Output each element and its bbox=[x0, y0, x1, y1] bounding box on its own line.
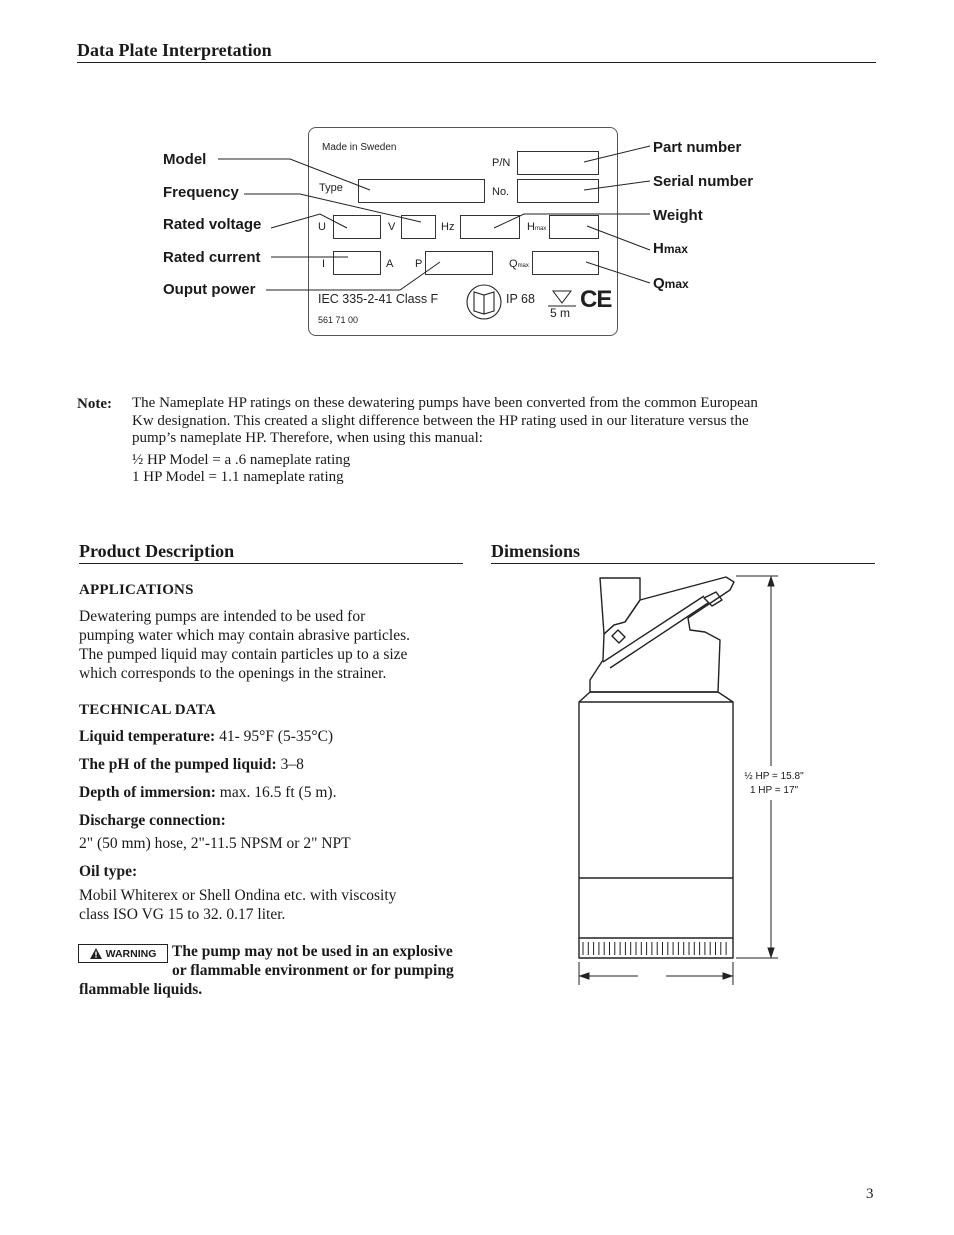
ph-value bbox=[79, 755, 459, 774]
leader-serial bbox=[584, 181, 650, 190]
width-dimension bbox=[579, 962, 733, 985]
callout-qmax-sub: max bbox=[664, 277, 689, 291]
page-title: Data Plate Interpretation bbox=[77, 40, 272, 60]
dimensions-title: Dimensions bbox=[491, 541, 581, 561]
leader-voltage bbox=[271, 214, 347, 228]
plate-type-label: Type bbox=[319, 182, 343, 194]
leader-part-number bbox=[584, 146, 650, 162]
applications-line-4: which corresponds to the openings in the strainer. bbox=[79, 665, 387, 682]
note-label: Note: bbox=[77, 396, 112, 412]
height-dimension-label bbox=[744, 770, 804, 798]
note-line-4: ½ HP Model = a .6 nameplate rating bbox=[132, 451, 351, 468]
plate-no-label: No. bbox=[492, 186, 510, 198]
ph-label: The pH of the pumped liquid: bbox=[79, 756, 277, 773]
warning-line-1: The pump may not be used in an explosive bbox=[172, 943, 453, 960]
callout-serial-number: Serial number bbox=[653, 173, 754, 190]
pump-handle-detail bbox=[603, 596, 708, 668]
plate-i-label: I bbox=[322, 258, 326, 270]
applications-line-2: pumping water which may contain abrasive particles. bbox=[79, 627, 410, 644]
callout-part-number: Part number bbox=[653, 139, 742, 156]
oil-line-1: Mobil Whiterex or Shell Ondina etc. with viscosity bbox=[79, 887, 397, 904]
plate-hz-label: Hz bbox=[441, 221, 455, 233]
plate-q-main: Q bbox=[509, 258, 518, 270]
plate-q-sub: max bbox=[517, 263, 529, 269]
technical-data-heading: TECHNICAL DATA bbox=[79, 702, 216, 718]
leader-hmax bbox=[587, 226, 650, 250]
plate-depth: 5 m bbox=[550, 306, 571, 320]
plate-p-label: P bbox=[415, 258, 423, 270]
height-half-hp: ½ HP = 15.8" bbox=[744, 771, 804, 782]
applications-line-1: Dewatering pumps are intended to be used for bbox=[79, 608, 366, 625]
oil-type bbox=[79, 862, 459, 924]
pump-discharge-outlet bbox=[600, 578, 640, 634]
applications-line-3: The pumped liquid may contain particles up to a size bbox=[79, 646, 408, 663]
oil-line-2: class ISO VG 15 to 32. 0.17 liter. bbox=[79, 906, 286, 923]
note-body bbox=[132, 395, 812, 487]
liquid-temperature-label: Liquid temperature: bbox=[79, 728, 216, 745]
discharge-value: 2" (50 mm) hose, 2"-11.5 NPSM or 2" NPT bbox=[79, 835, 351, 852]
plate-ip: IP 68 bbox=[506, 292, 535, 306]
callout-hmax-sub: max bbox=[663, 242, 688, 256]
plate-a-label: A bbox=[386, 258, 394, 270]
applications-heading: APPLICATIONS bbox=[79, 582, 194, 598]
note-line-3: pump’s nameplate HP. Therefore, when using this manual: bbox=[132, 430, 483, 446]
callout-model: Model bbox=[163, 151, 207, 168]
plate-h-main: H bbox=[527, 221, 535, 233]
depth-label: Depth of immersion: bbox=[79, 784, 216, 801]
manual-book-icon bbox=[467, 285, 501, 319]
plate-h-sub: max bbox=[534, 226, 547, 232]
plate-ce-mark: CE bbox=[580, 286, 612, 313]
liquid-temperature bbox=[79, 727, 459, 746]
oil-label: Oil type: bbox=[79, 863, 138, 880]
depth-value: max. 16.5 ft (5 m). bbox=[215, 784, 337, 801]
strainer-slots bbox=[583, 942, 726, 955]
callout-weight: Weight bbox=[653, 207, 703, 224]
callout-rated-current: Rated current bbox=[163, 249, 261, 266]
discharge-label: Discharge connection: bbox=[79, 812, 226, 829]
depth-triangle-icon bbox=[548, 291, 576, 306]
applications-text bbox=[79, 607, 459, 683]
callout-rated-voltage: Rated voltage bbox=[163, 216, 262, 233]
product-description-title: Product Description bbox=[79, 541, 235, 561]
leader-frequency bbox=[244, 194, 421, 222]
callout-qmax bbox=[653, 275, 689, 292]
product-description-rule bbox=[79, 563, 463, 564]
pump-body bbox=[579, 692, 733, 938]
plate-pn-label: P/N bbox=[492, 157, 511, 169]
leader-power bbox=[266, 262, 440, 290]
leader-weight bbox=[494, 214, 650, 228]
warning-line-3: flammable liquids. bbox=[79, 981, 203, 998]
leader-qmax bbox=[586, 262, 650, 283]
plate-v-label: V bbox=[388, 221, 396, 233]
callout-frequency: Frequency bbox=[163, 184, 239, 201]
discharge-connection bbox=[79, 811, 459, 853]
depth-of-immersion bbox=[79, 783, 459, 802]
height-dimension bbox=[736, 576, 778, 958]
height-one-hp: 1 HP = 17" bbox=[749, 785, 799, 796]
callout-hmax-main: H bbox=[653, 240, 664, 257]
leader-model bbox=[218, 159, 370, 190]
note-line-5: 1 HP Model = 1.1 nameplate rating bbox=[132, 469, 344, 485]
liquid-temperature-value: 41- 95°F (5-35°C) bbox=[215, 728, 334, 745]
note-line-1: The Nameplate HP ratings on these dewatering pumps have been converted from the common European bbox=[132, 395, 758, 411]
dimensions-rule bbox=[491, 563, 875, 564]
ph-value-text: 3–8 bbox=[276, 756, 304, 773]
callout-output-power: Ouput power bbox=[163, 281, 256, 298]
note-line-2: Kw designation. This created a slight difference between the HP rating used in our literature versus the bbox=[132, 412, 749, 429]
callout-qmax-main: Q bbox=[653, 275, 665, 292]
callout-hmax bbox=[653, 240, 688, 257]
plate-iec: IEC 335-2-41 Class F bbox=[318, 292, 439, 306]
warning-badge-label: WARNING bbox=[105, 947, 157, 960]
plate-u-label: U bbox=[318, 221, 326, 233]
warning-text bbox=[79, 942, 469, 999]
plate-code: 561 71 00 bbox=[318, 315, 359, 325]
page-number: 3 bbox=[866, 1186, 874, 1202]
plate-made-in: Made in Sweden bbox=[322, 142, 397, 153]
warning-line-2: or flammable environment or for pumping bbox=[172, 962, 454, 979]
plate-leader-lines bbox=[0, 0, 954, 400]
